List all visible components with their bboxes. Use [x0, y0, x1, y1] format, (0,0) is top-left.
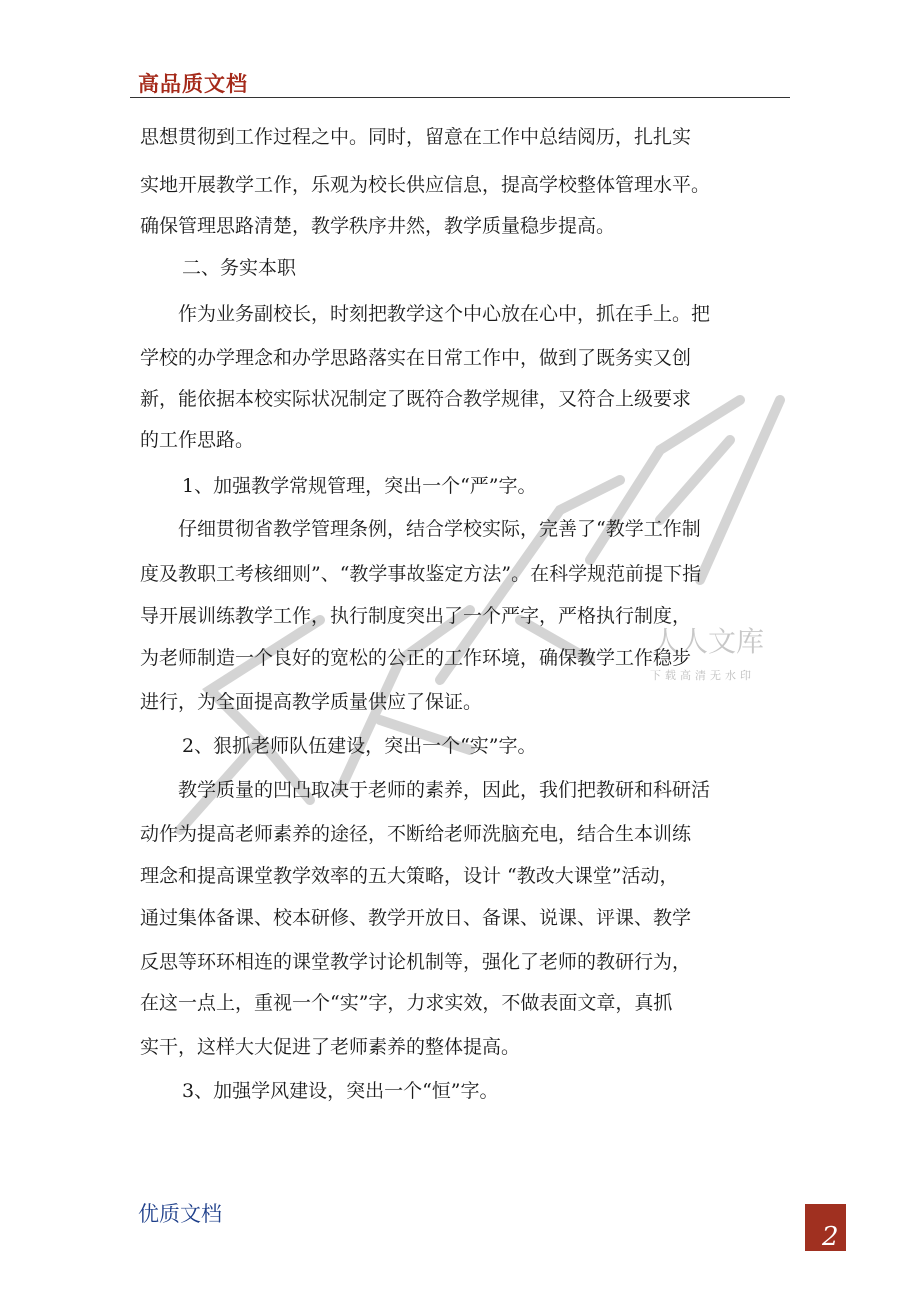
body-line: 导开展训练教学工作，执行制度突出了一个严字，严格执行制度， — [140, 605, 692, 627]
body-line: 在这一点上，重视一个“实”字，力求实效，不做表面文章，真抓 — [140, 992, 673, 1014]
body-line: 思想贯彻到工作过程之中。同时，留意在工作中总结阅历，扎扎实 — [140, 126, 692, 148]
header-divider — [130, 97, 790, 98]
page-number: 2 — [822, 1222, 839, 1252]
body-line: 作为业务副校长，时刻把教学这个中心放在心中，抓在手上。把 — [178, 303, 711, 325]
subheading: 1、加强教学常规管理，突出一个“严”字。 — [182, 475, 537, 497]
body-line: 动作为提高老师素养的途径，不断给老师洗脑充电，结合生本训练 — [140, 823, 692, 845]
body-line: 为老师制造一个良好的宽松的公正的工作环境，确保教学工作稳步 — [140, 647, 692, 669]
body-line: 进行，为全面提高教学质量供应了保证。 — [140, 691, 483, 713]
body-line: 教学质量的凹凸取决于老师的素养，因此，我们把教研和科研活 — [178, 779, 711, 801]
body-line: 新，能依据本校实际状况制定了既符合教学规律，又符合上级要求 — [140, 388, 692, 410]
subheading: 3、加强学风建设，突出一个“恒”字。 — [182, 1080, 499, 1102]
body-line: 确保管理思路清楚，教学秩序井然，教学质量稳步提高。 — [140, 215, 616, 237]
body-line: 通过集体备课、校本研修、教学开放日、备课、说课、评课、教学 — [140, 907, 692, 929]
body-line: 实干，这样大大促进了老师素养的整体提高。 — [140, 1036, 521, 1058]
body-line: 学校的办学理念和办学思路落实在日常工作中，做到了既务实又创 — [140, 347, 692, 369]
body-line: 度及教职工考核细则”、“教学事故鉴定方法”。在科学规范前提下指 — [140, 563, 702, 585]
footer-title: 优质文档 — [138, 1202, 222, 1226]
body-line: 实地开展教学工作，乐观为校长供应信息，提高学校整体管理水平。 — [140, 174, 711, 196]
subheading: 2、狠抓老师队伍建设，突出一个“实”字。 — [182, 735, 537, 757]
body-line: 理念和提高课堂教学效率的五大策略，设计 “教改大课堂”活动， — [140, 865, 679, 887]
section-heading: 二、务实本职 — [182, 257, 297, 279]
watermark-subtitle: 下载高清无水印 — [650, 669, 755, 682]
body-line: 仔细贯彻省教学管理条例，结合学校实际，完善了“教学工作制 — [178, 518, 701, 540]
body-line: 反思等环环相连的课堂教学讨论机制等，强化了老师的教研行为， — [140, 951, 692, 973]
body-line: 的工作思路。 — [140, 429, 255, 451]
watermark-brand: 人人文库 — [652, 625, 765, 658]
header-title: 高品质文档 — [138, 72, 248, 96]
